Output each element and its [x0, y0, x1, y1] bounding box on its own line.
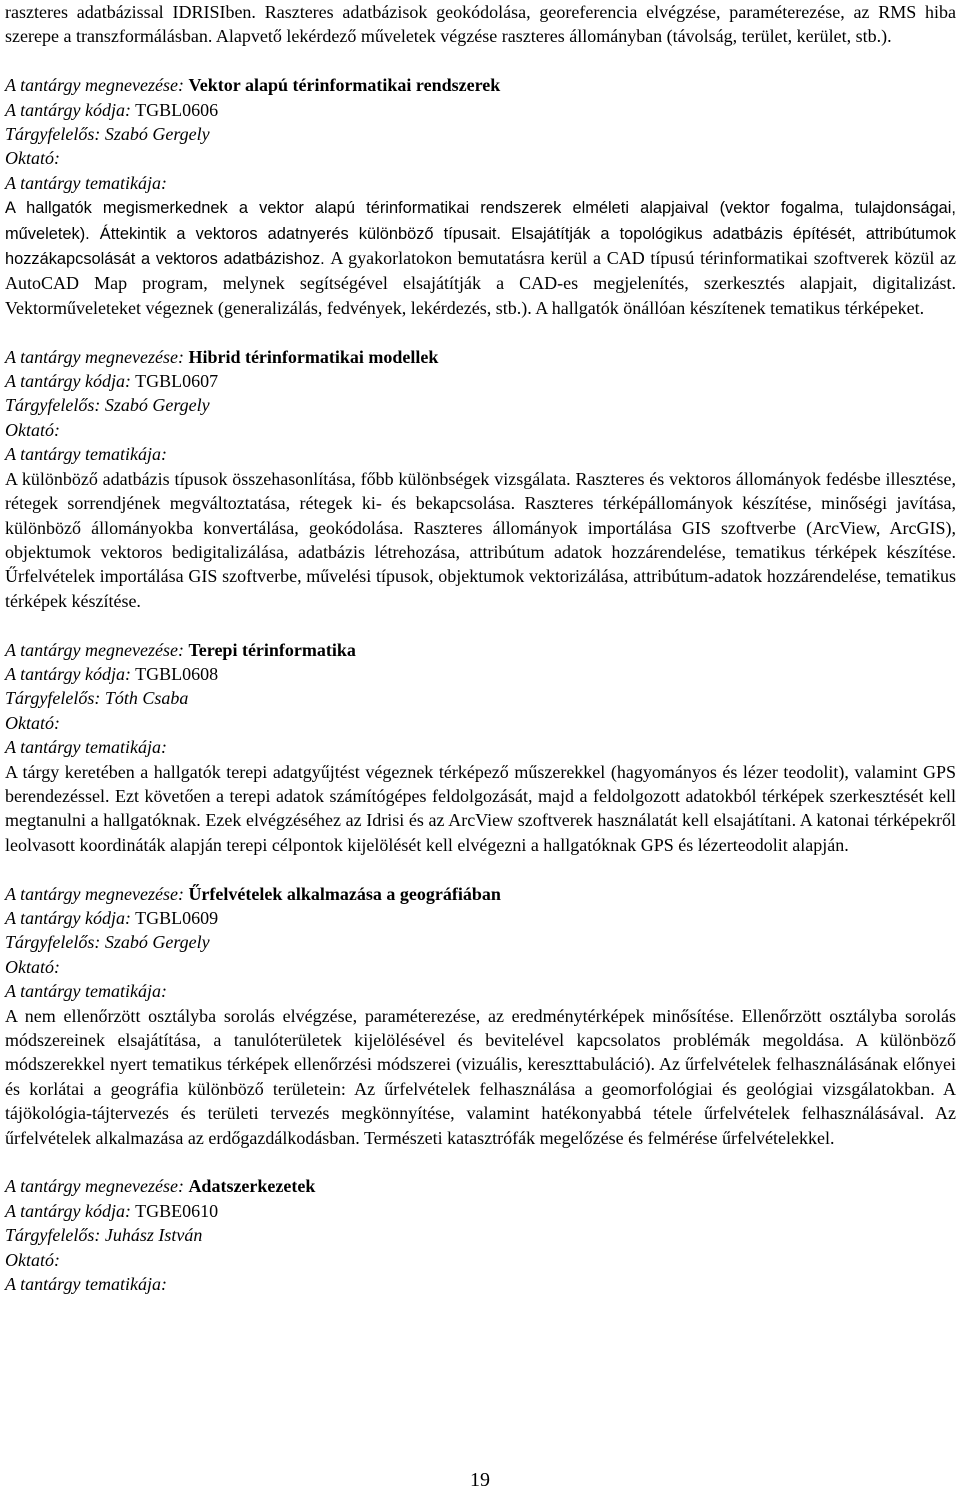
course-code: TGBL0607: [135, 371, 219, 392]
course-code-line: [5, 1199, 956, 1223]
course-owner: Tóth Csaba: [104, 688, 189, 709]
teacher-label: Oktató:: [5, 712, 60, 733]
name-label: A tantárgy megnevezése:: [5, 346, 184, 367]
course-teacher-line: [5, 1248, 956, 1272]
course-owner: Szabó Gergely: [104, 124, 210, 145]
name-label: A tantárgy megnevezése:: [5, 75, 184, 96]
topics-label: A tantárgy tematikája:: [5, 444, 167, 465]
course-teacher-line: [5, 711, 956, 735]
code-label: A tantárgy kódja:: [5, 907, 131, 928]
topics-label: A tantárgy tematikája:: [5, 172, 167, 193]
code-label: A tantárgy kódja:: [5, 99, 131, 120]
name-label: A tantárgy megnevezése:: [5, 1176, 184, 1197]
topics-part: A gyakorlatokon bemutatásra kerül a CAD típusú térinformatikai szoftverek közül az AutoCAD Map program, melynek segítségével elsajátítják a CAD-es megjelenítés, szerkesztés alapjait, digitalizást. Vektorműveleteket végeznek (generalizálás, fedvények, lekérdezés, stb.). A hallgatók önállóan készítenek tematikus térképeket.: [5, 248, 956, 318]
course-title: Adatszerkezetek: [188, 1176, 316, 1197]
code-label: A tantárgy kódja:: [5, 1200, 131, 1221]
name-label: A tantárgy megnevezése:: [5, 639, 184, 660]
teacher-label: Oktató:: [5, 148, 60, 169]
course-teacher-line: [5, 955, 956, 979]
topics-label: A tantárgy tematikája:: [5, 1274, 167, 1295]
course-owner: Szabó Gergely: [104, 395, 210, 416]
course-name-line: [5, 1174, 956, 1198]
name-label: A tantárgy megnevezése:: [5, 883, 184, 904]
page-number: 19: [470, 1469, 490, 1491]
course-name-line: [5, 638, 956, 662]
course-code: TGBL0609: [135, 907, 219, 928]
course-topics: A nem ellenőrzött osztályba sorolás elvégzése, paraméterezése, az eredménytérképek minősítése. Ellenőrzött osztályba sorolás módszereinek elsajátítása, a tanulóterületek kijelölésével és bevitelével kapcsolatos problémák megoldása. A különböző módszerekkel nyert tematikus térképek ellenőrzési módszerei (vizuális, kereszttabuláció). Az űrfelvételek felhasználásának előnyei és korlátai a geográfia különböző területein: Az űrfelvételek felhasználása a geomorfológiai és geológiai vizsgálatokban. A tájökológia-tájtervezés és területi tervezés megkönnyítése, valamint hatékonyabbá tétele űrfelvételek felhasználásával. Az űrfelvételek alkalmazása az erdőgazdálkodásban. Természeti katasztrófák megelőzése és felmérése űrfelvételekkel.: [5, 1005, 956, 1148]
course-owner-line: [5, 122, 956, 146]
course-title: Terepi térinformatika: [188, 639, 356, 660]
course-code-line: [5, 369, 956, 393]
owner-label: Tárgyfelelős:: [5, 1225, 101, 1246]
course-owner-line: [5, 686, 956, 710]
course-owner-line: [5, 930, 956, 954]
document-page: [5, 0, 956, 1296]
course-title: Hibrid térinformatikai modellek: [188, 346, 439, 367]
course-section: [5, 882, 956, 1150]
course-code: TGBL0608: [135, 663, 219, 684]
course-name-line: [5, 882, 956, 906]
course-owner-line: [5, 393, 956, 417]
course-teacher-line: [5, 418, 956, 442]
course-title: Űrfelvételek alkalmazása a geográfiában: [188, 883, 501, 904]
owner-label: Tárgyfelelős:: [5, 932, 101, 953]
topics-part: Elsajátítják a topológikus adatbázis építését, attribútumok hozzákapcsolását a vektoros adatbázishoz.: [5, 224, 957, 269]
teacher-label: Oktató:: [5, 956, 60, 977]
course-topics: A különböző adatbázis típusok összehasonlítása, főbb különbségek vizsgálata. Raszteres és vektoros állományok fedésbe illesztése, rétegek sorrendjének megváltoztatása, rétegek ki- és bekapcsolása. Raszteres térképállományok készítése, minőségi javítása, különböző állományokba konvertálása, geokódolása. Raszteres állományok importálása GIS szoftverbe (ArcView, ArcGIS), objektumok vektoros bedigitalizálása, adatbázis létrehozása, attribútum adatok hozzárendelése, tematikus térképek készítése. Űrfelvételek importálása GIS szoftverbe, művelési típusok, objektumok vektorizálása, attribútum-adatok hozzárendelése, tematikus térképek készítése.: [5, 468, 956, 611]
code-label: A tantárgy kódja:: [5, 371, 131, 392]
course-code-line: [5, 906, 956, 930]
course-topics: A tárgy keretében a hallgatók terepi adatgyűjtést végeznek térképező műszerekkel (hagyományos és lézer teodolit), valamint GPS berendezéssel. Ezt követően a terepi adatok számítógépes feldolgozását, majd a feldolgozott adatokból térképek szerkesztését kell megtanulni a hallgatóknak. Ezek elvégzéséhez az Idrisi és az ArcView szoftverek használatát kell elsajátítani. A katonai térképekről leolvasott koordináták alapján terepi célpontok kijelölését kell elvégezni a hallgatóknak GPS és lézerteodolit alapján.: [5, 761, 956, 855]
course-code-line: [5, 98, 956, 122]
course-name-line: [5, 73, 956, 97]
course-owner: Szabó Gergely: [104, 932, 210, 953]
course-topics: [5, 195, 956, 320]
course-section: [5, 638, 956, 858]
course-teacher-line: [5, 146, 956, 170]
course-section: [5, 73, 956, 320]
course-owner: Juhász István: [104, 1225, 203, 1246]
course-code-line: [5, 662, 956, 686]
course-name-line: [5, 345, 956, 369]
owner-label: Tárgyfelelős:: [5, 124, 101, 145]
course-code: TGBL0606: [135, 99, 219, 120]
teacher-label: Oktató:: [5, 419, 60, 440]
topics-part: A hallgatók megismerkednek a vektor alapú térinformatikai rendszerek elméleti alapjaival (vektor fogalma, tulajdonságai, műveletek). Áttekintik a vektoros adatnyerés különböző típusait.: [5, 199, 956, 243]
course-code: TGBE0610: [135, 1200, 219, 1221]
topics-label: A tantárgy tematikája:: [5, 737, 167, 758]
topics-label: A tantárgy tematikája:: [5, 981, 167, 1002]
course-section: [5, 345, 956, 613]
course-title: Vektor alapú térinformatikai rendszerek: [188, 75, 501, 96]
owner-label: Tárgyfelelős:: [5, 688, 101, 709]
code-label: A tantárgy kódja:: [5, 663, 131, 684]
course-section: [5, 1174, 956, 1296]
teacher-label: Oktató:: [5, 1249, 60, 1270]
owner-label: Tárgyfelelős:: [5, 395, 101, 416]
course-owner-line: [5, 1223, 956, 1247]
intro-paragraph: raszteres adatbázissal IDRISIben. Raszteres adatbázisok geokódolása, georeferencia elvégzése, paraméterezése, az RMS hiba szerepe a transzformálásban. Alapvető lekérdező műveletek végzése raszteres állományban (távolság, terület, kerület, stb.).: [5, 2, 956, 47]
